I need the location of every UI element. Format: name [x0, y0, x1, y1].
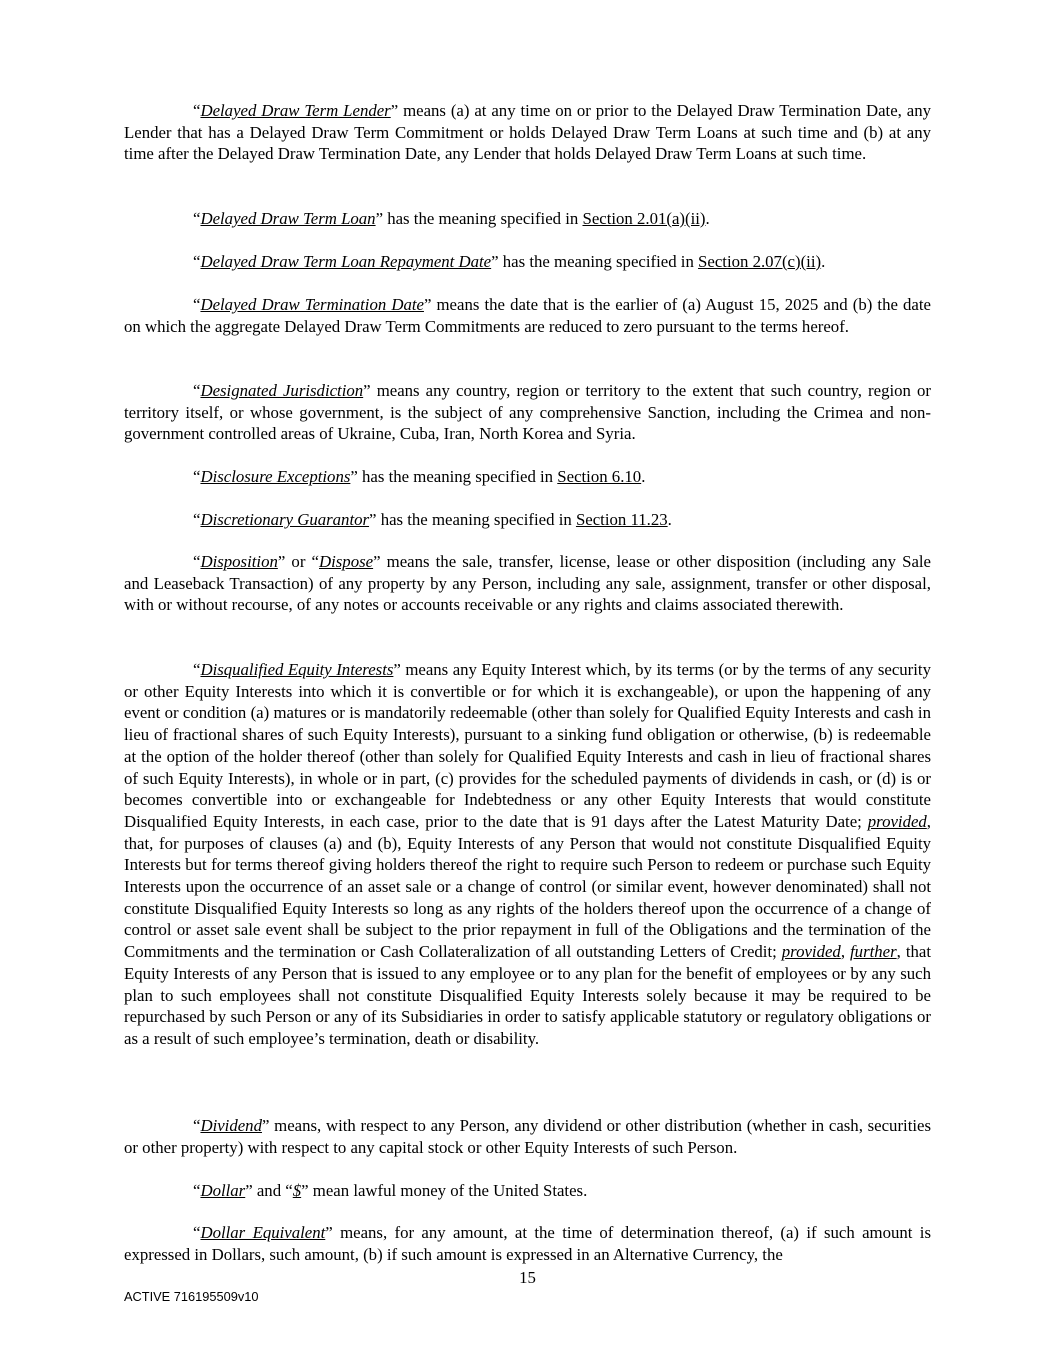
defined-term-alt: Dispose [319, 552, 374, 571]
definition-dollar: “Dollar” and “$” mean lawful money of the United States. [193, 1181, 588, 1200]
definition-delayed-draw-term-lender: “Delayed Draw Term Lender” means (a) at any time on or prior to the Delayed Draw Termination Date, any Lender that has a Delayed Draw Term Commitment or holds Delayed Draw Term Loans at such time and (b) at any time after the Delayed Draw Termination Date, any Lender that holds Delayed Draw Term Loans at such time. [124, 101, 931, 164]
document-id: ACTIVE 716195509v10 [124, 1289, 259, 1304]
section-reference: Section 6.10 [557, 467, 642, 486]
definition-disclosure-exceptions: “Disclosure Exceptions” has the meaning specified in Section 6.10. [193, 467, 646, 486]
proviso-further: further [850, 942, 897, 962]
defined-term: Dollar Equivalent [200, 1223, 326, 1242]
defined-term: Delayed Draw Term Loan [200, 209, 376, 228]
defined-term: Dollar [200, 1181, 246, 1200]
defined-term: Designated Jurisdiction [200, 381, 364, 400]
defined-term: Disposition [200, 552, 278, 571]
defined-term-alt: $ [292, 1181, 302, 1200]
defined-term: Disqualified Equity Interests [200, 660, 394, 679]
section-reference: Section 2.01(a)(ii) [582, 209, 706, 228]
definition-dollar-equivalent: “Dollar Equivalent” means, for any amount, at the time of determination thereof, (a) if such amount is expressed in Dollars, such amount, (b) if such amount is expressed in an Alternative Currency, the [124, 1223, 931, 1264]
definition-discretionary-guarantor: “Discretionary Guarantor” has the meaning specified in Section 11.23. [193, 510, 672, 529]
defined-term: Delayed Draw Term Lender [200, 101, 391, 120]
defined-term: Delayed Draw Term Loan Repayment Date [200, 252, 492, 271]
definition-delayed-draw-term-loan-repayment-date: “Delayed Draw Term Loan Repayment Date” has the meaning specified in Section 2.07(c)(ii). [193, 252, 826, 271]
definition-disposition: “Disposition” or “Dispose” means the sale, transfer, license, lease or other disposition (including any Sale and Leaseback Transaction) of any property by any Person, including any sale, assignment, transfer or other disposal, with or without recourse, of any notes or accounts receivable or any rights and claims associated therewith. [124, 552, 931, 615]
defined-term: Delayed Draw Termination Date [200, 295, 424, 314]
proviso-provided: provided [867, 811, 927, 831]
definition-delayed-draw-term-loan: “Delayed Draw Term Loan” has the meaning specified in Section 2.01(a)(ii). [193, 209, 710, 228]
section-reference: Section 2.07(c)(ii) [698, 252, 822, 271]
section-reference: Section 11.23 [575, 510, 668, 529]
defined-term: Disclosure Exceptions [200, 467, 351, 486]
definition-disqualified-equity-interests: “Disqualified Equity Interests” means any Equity Interest which, by its terms (or by the terms of any security or other Equity Interests into which it is convertible or for which it is exchangeable), or upon the happening of any event or condition (a) matures or is mandatorily redeemable (other than solely for Qualified Equity Interests and cash in lieu of fractional shares of such Equity Interests), pursuant to a sinking fund obligation or otherwise, (b) is redeemable at the option of the holder thereof (other than solely for Qualified Equity Interests and cash in lieu of fractional shares of such Equity Interests), in whole or in part, (c) provides for the scheduled payments of dividends in cash, or (d) is or becomes convertible into or exchangeable for Indebtedness or any other Equity Interests that would constitute Disqualified Equity Interests, in each case, prior to the date that is 91 days after the Latest Maturity Date; provided, that, for purposes of clauses (a) and (b), Equity Interests of any Person that would not constitute Disqualified Equity Interests but for terms thereof giving holders thereof the right to require such Person to redeem or purchase such Equity Interests upon the occurrence of an asset sale or a change of control (or similar event, however denominated) shall not constitute Disqualified Equity Interests so long as any rights of the holders thereof upon the occurrence of a change of control or asset sale event shall be subject to the prior repayment in full of the Obligations and the termination of the Commitments and the termination or Cash Collateralization of all outstanding Letters of Credit; provided, further, that Equity Interests of any Person that is issued to any employee or to any plan for the benefit of employees or by any such plan to such employees shall not constitute Disqualified Equity Interests solely because it may be required to be repurchased by such Person or any of its Subsidiaries in order to satisfy applicable statutory or regulatory obligations or as a result of such employee’s termination, death or disability. [124, 660, 931, 1048]
definition-dividend: “Dividend” means, with respect to any Person, any dividend or other distribution (whether in cash, securities or other property) with respect to any capital stock or other Equity Interests of such Person. [124, 1116, 931, 1157]
definition-delayed-draw-termination-date: “Delayed Draw Termination Date” means the date that is the earlier of (a) August 15, 2025 and (b) the date on which the aggregate Delayed Draw Term Commitments are reduced to zero pursuant to the terms hereof. [124, 295, 931, 336]
page-number: 15 [519, 1268, 536, 1287]
definition-designated-jurisdiction: “Designated Jurisdiction” means any country, region or territory to the extent that such country, region or territory itself, or whose government, is the subject of any comprehensive Sanction, including the Crimea and non-government controlled areas of Ukraine, Cuba, Iran, North Korea and Syria. [124, 381, 931, 444]
defined-term: Discretionary Guarantor [200, 510, 370, 529]
defined-term: Dividend [200, 1116, 262, 1135]
proviso-provided: provided [781, 942, 841, 962]
